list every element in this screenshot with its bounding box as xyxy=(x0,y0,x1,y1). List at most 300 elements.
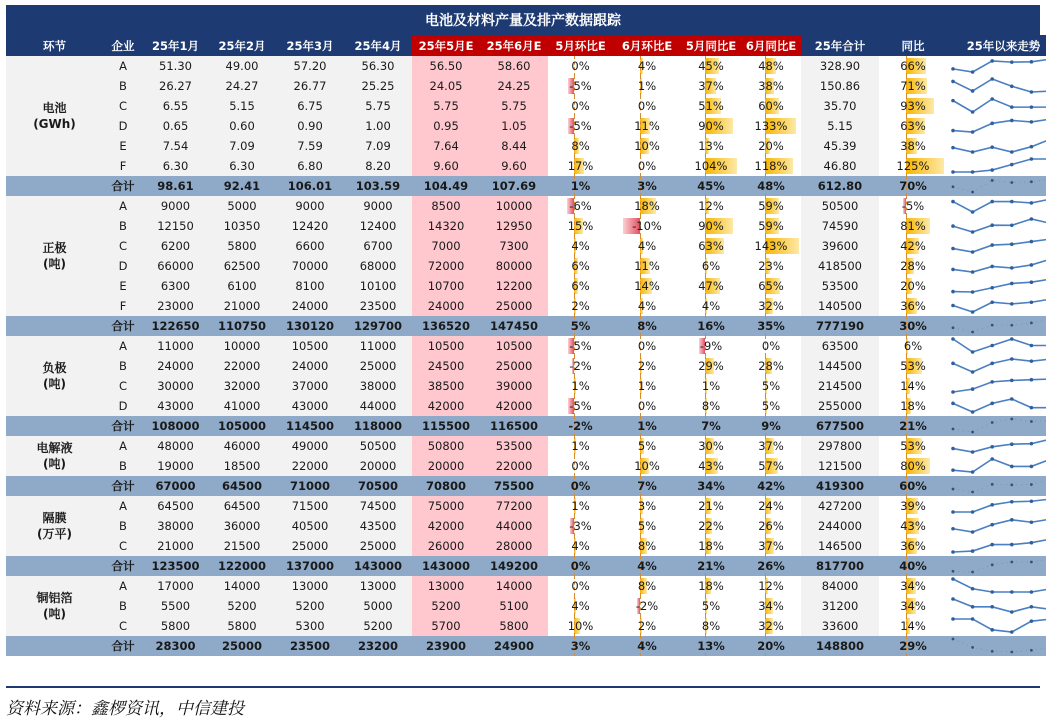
percent-cell xyxy=(879,56,947,76)
actual-value-cell: 5500 xyxy=(143,596,208,616)
sparkline-point xyxy=(951,617,955,621)
actual-value-cell: 0.60 xyxy=(208,116,276,136)
trend-cell xyxy=(947,196,1046,216)
actual-value-cell: 21500 xyxy=(208,536,276,556)
percent-value: 118% xyxy=(754,159,788,173)
trend-cell xyxy=(947,516,1046,536)
annual-total-cell: 146500 xyxy=(801,536,879,556)
forecast-value-cell: 8500 xyxy=(412,196,480,216)
total-label: 合计 xyxy=(103,556,143,576)
total-label: 合计 xyxy=(103,636,143,656)
company-cell: A xyxy=(103,436,143,456)
percent-cell xyxy=(879,256,947,276)
sparkline-point xyxy=(1010,119,1014,123)
sparkline-point xyxy=(1010,418,1013,421)
sparkline-point xyxy=(971,646,974,649)
trend-sparkline xyxy=(947,636,1046,656)
percent-value: 37% xyxy=(758,539,784,553)
percent-cell xyxy=(879,536,947,556)
production-table xyxy=(6,35,1046,656)
actual-value-cell: 6700 xyxy=(344,236,412,256)
actual-value-cell: 67000 xyxy=(143,476,208,496)
actual-value-cell: 5200 xyxy=(276,596,344,616)
percent-cell xyxy=(879,596,947,616)
actual-value-cell: 6200 xyxy=(143,236,208,256)
sparkline-point xyxy=(1010,500,1014,504)
percent-value: 80% xyxy=(900,459,926,473)
sparkline-point xyxy=(1030,180,1033,183)
forecast-value-cell: 9.60 xyxy=(480,156,548,176)
sparkline-point xyxy=(1030,619,1034,623)
percent-value: 5% xyxy=(761,399,781,413)
column-header: 25年以来走势 xyxy=(947,35,1046,56)
column-header: 25年2月 xyxy=(208,35,276,56)
annual-total-cell: 419300 xyxy=(801,476,879,496)
percent-value: 60% xyxy=(758,99,784,113)
percent-value: 4% xyxy=(637,559,657,573)
actual-value-cell: 9000 xyxy=(344,196,412,216)
total-label: 合计 xyxy=(103,316,143,336)
actual-value-cell: 122650 xyxy=(143,316,208,336)
table-row xyxy=(6,296,1046,316)
sparkline-point xyxy=(1030,344,1034,348)
trend-cell xyxy=(947,276,1046,296)
percent-cell xyxy=(681,396,741,416)
source-note: 资料来源：鑫椤资讯，中信建投 xyxy=(6,699,244,719)
segment-label: 隔膜 (万平) xyxy=(6,496,103,556)
actual-value-cell: 108000 xyxy=(143,416,208,436)
percent-value: 18% xyxy=(698,539,724,553)
percent-cell xyxy=(548,496,613,516)
forecast-value-cell: 58.60 xyxy=(480,56,548,76)
percent-value: 0% xyxy=(571,579,590,593)
sparkline-point xyxy=(990,445,994,449)
actual-value-cell: 37000 xyxy=(276,376,344,396)
trend-cell xyxy=(947,556,1046,576)
percent-value: 53% xyxy=(900,359,926,373)
percent-cell xyxy=(879,176,947,196)
percent-value: 39% xyxy=(900,499,926,513)
percent-cell xyxy=(613,276,681,296)
percent-value: 4% xyxy=(701,299,721,313)
percent-cell xyxy=(681,516,741,536)
forecast-value-cell: 53500 xyxy=(480,436,548,456)
percent-value: 51% xyxy=(698,99,724,113)
sparkline-point xyxy=(971,290,975,294)
percent-cell xyxy=(681,536,741,556)
trend-sparkline xyxy=(947,276,1046,296)
trend-sparkline xyxy=(947,556,1046,576)
percent-cell xyxy=(613,396,681,416)
sparkline-point xyxy=(990,628,994,632)
total-row xyxy=(6,636,1046,656)
actual-value-cell: 5.15 xyxy=(208,96,276,116)
sparkline-point xyxy=(1010,651,1013,654)
percent-cell xyxy=(879,236,947,256)
sparkline-point xyxy=(1030,90,1034,94)
segment-label: 负极 (吨) xyxy=(6,336,103,416)
percent-value: 8% xyxy=(701,619,721,633)
percent-value: 81% xyxy=(900,219,926,233)
percent-cell xyxy=(681,276,741,296)
percent-value: 4% xyxy=(637,299,657,313)
forecast-value-cell: 0.95 xyxy=(412,116,480,136)
table-row xyxy=(6,436,1046,456)
sparkline-point xyxy=(971,587,975,591)
annual-total-cell: 148800 xyxy=(801,636,879,656)
percent-value: 71% xyxy=(900,79,926,93)
sparkline-point xyxy=(971,431,974,434)
actual-value-cell: 5200 xyxy=(208,596,276,616)
sparkline-point xyxy=(951,510,955,514)
sparkline-point xyxy=(971,549,975,553)
sparkline-point xyxy=(952,326,955,329)
forecast-value-cell: 25000 xyxy=(480,356,548,376)
actual-value-cell: 50500 xyxy=(344,436,412,456)
sparkline-point xyxy=(1030,280,1034,284)
percent-cell xyxy=(681,636,741,656)
table-row xyxy=(6,456,1046,476)
sparkline-point xyxy=(951,268,955,272)
forecast-value-cell: 10500 xyxy=(480,336,548,356)
trend-sparkline xyxy=(947,196,1046,216)
sparkline-point xyxy=(951,99,955,103)
sparkline-point xyxy=(1030,442,1034,446)
forecast-value-cell: 7300 xyxy=(480,236,548,256)
actual-value-cell: 28300 xyxy=(143,636,208,656)
company-cell: B xyxy=(103,456,143,476)
total-blank-cell xyxy=(6,476,103,496)
forecast-value-cell: 42000 xyxy=(480,396,548,416)
sparkline-point xyxy=(971,89,975,93)
company-cell: B xyxy=(103,76,143,96)
actual-value-cell: 21000 xyxy=(208,296,276,316)
percent-cell xyxy=(681,136,741,156)
percent-value: 8% xyxy=(637,319,657,333)
sparkline-point xyxy=(1010,242,1014,246)
percent-cell xyxy=(681,176,741,196)
actual-value-cell: 26.27 xyxy=(143,76,208,96)
percent-value: 15% xyxy=(567,219,594,233)
percent-value: 1% xyxy=(701,379,721,393)
percent-value: 13% xyxy=(697,639,725,653)
percent-cell xyxy=(613,456,681,476)
sparkline-point xyxy=(971,491,974,494)
percent-cell xyxy=(681,56,741,76)
sparkline-point xyxy=(990,77,994,81)
percent-cell xyxy=(613,56,681,76)
sparkline-point xyxy=(1030,105,1034,109)
sparkline-point xyxy=(1030,420,1033,423)
percent-cell xyxy=(681,476,741,496)
sparkline-point xyxy=(971,191,974,194)
percent-cell xyxy=(741,196,801,216)
percent-cell xyxy=(613,236,681,256)
sparkline-point xyxy=(1010,181,1013,184)
forecast-value-cell: 5.75 xyxy=(412,96,480,116)
actual-value-cell: 7.09 xyxy=(208,136,276,156)
sparkline-point xyxy=(990,523,994,527)
percent-value: 0% xyxy=(637,339,657,353)
percent-value: 48% xyxy=(757,179,785,193)
annual-total-cell: 817700 xyxy=(801,556,879,576)
percent-value: 0% xyxy=(761,339,781,353)
percent-value: 0% xyxy=(570,559,591,573)
table-row xyxy=(6,396,1046,416)
percent-value: 48% xyxy=(758,59,784,73)
forecast-value-cell: 8.44 xyxy=(480,136,548,156)
actual-value-cell: 12420 xyxy=(276,216,344,236)
percent-value: 1% xyxy=(571,379,590,393)
actual-value-cell: 22000 xyxy=(276,456,344,476)
sparkline-point xyxy=(971,130,975,134)
trend-sparkline xyxy=(947,536,1046,556)
trend-sparkline xyxy=(947,216,1046,236)
percent-value: 18% xyxy=(698,579,724,593)
column-header: 同比 xyxy=(879,35,947,56)
actual-value-cell: 70000 xyxy=(276,256,344,276)
sparkline-point xyxy=(1010,357,1014,361)
sparkline-point xyxy=(990,590,994,594)
percent-cell xyxy=(741,536,801,556)
percent-value: 34% xyxy=(758,599,784,613)
sparkline-point xyxy=(1010,105,1014,109)
percent-cell xyxy=(548,176,613,196)
percent-cell xyxy=(741,316,801,336)
sparkline-point xyxy=(1030,649,1033,652)
sparkline-point xyxy=(951,224,955,228)
percent-cell xyxy=(548,96,613,116)
actual-value-cell: 10000 xyxy=(208,336,276,356)
percent-value: 104% xyxy=(694,159,728,173)
actual-value-cell: 129700 xyxy=(344,316,412,336)
percent-value: 0% xyxy=(571,99,590,113)
percent-value: 3% xyxy=(637,179,657,193)
annual-total-cell: 612.80 xyxy=(801,176,879,196)
percent-value: 6% xyxy=(571,259,590,273)
percent-value: 1% xyxy=(637,379,657,393)
percent-value: 11% xyxy=(634,259,660,273)
percent-value: 8% xyxy=(637,579,657,593)
sparkline-point xyxy=(991,421,994,424)
sparkline-point xyxy=(971,370,975,374)
percent-value: 8% xyxy=(701,399,721,413)
actual-value-cell: 64500 xyxy=(143,496,208,516)
total-row xyxy=(6,476,1046,496)
sparkline-point xyxy=(1010,337,1014,341)
percent-cell xyxy=(613,616,681,636)
forecast-value-cell: 10000 xyxy=(480,196,548,216)
percent-cell xyxy=(741,396,801,416)
sparkline-point xyxy=(1010,484,1013,487)
percent-cell xyxy=(681,356,741,376)
sparkline-point xyxy=(990,300,994,304)
actual-value-cell: 5.75 xyxy=(344,96,412,116)
actual-value-cell: 103.59 xyxy=(344,176,412,196)
table-row xyxy=(6,336,1046,356)
actual-value-cell: 18500 xyxy=(208,456,276,476)
header-row xyxy=(6,35,1046,56)
percent-value: 5% xyxy=(637,519,657,533)
sparkline-point xyxy=(1010,266,1014,270)
sparkline-point xyxy=(990,265,994,269)
actual-value-cell: 5800 xyxy=(208,236,276,256)
percent-value: 4% xyxy=(637,639,657,653)
forecast-value-cell: 136520 xyxy=(412,316,480,336)
percent-cell xyxy=(613,96,681,116)
annual-total-cell: 121500 xyxy=(801,456,879,476)
actual-value-cell: 98.61 xyxy=(143,176,208,196)
sparkline-point xyxy=(991,483,994,486)
sparkline-point xyxy=(971,210,975,214)
trend-cell xyxy=(947,296,1046,316)
percent-cell xyxy=(879,636,947,656)
sparkline-point xyxy=(1030,60,1034,64)
sparkline-point xyxy=(952,638,955,641)
percent-value: 93% xyxy=(900,99,926,113)
actual-value-cell: 9000 xyxy=(143,196,208,216)
percent-value: 65% xyxy=(758,279,784,293)
sparkline-point xyxy=(1010,397,1014,401)
forecast-value-cell: 14000 xyxy=(480,576,548,596)
trend-sparkline xyxy=(947,516,1046,536)
company-cell: B xyxy=(103,356,143,376)
percent-cell xyxy=(879,156,947,176)
percent-value: -9% xyxy=(699,339,723,353)
table-row xyxy=(6,516,1046,536)
sparkline-point xyxy=(971,70,975,74)
sparkline-point xyxy=(1010,60,1014,64)
actual-value-cell: 57.20 xyxy=(276,56,344,76)
percent-value: 7% xyxy=(637,479,657,493)
percent-cell xyxy=(681,576,741,596)
sparkline-point xyxy=(990,402,994,406)
percent-value: 21% xyxy=(697,559,725,573)
percent-cell xyxy=(741,356,801,376)
sparkline-point xyxy=(971,110,975,114)
percent-cell xyxy=(548,456,613,476)
percent-cell xyxy=(681,336,741,356)
percent-cell xyxy=(681,116,741,136)
percent-value: 43% xyxy=(698,459,724,473)
trend-sparkline xyxy=(947,316,1046,336)
trend-sparkline xyxy=(947,356,1046,376)
segment-label: 电池 (GWh) xyxy=(6,56,103,176)
table-row xyxy=(6,576,1046,596)
annual-total-cell: 63500 xyxy=(801,336,879,356)
percent-cell xyxy=(879,216,947,236)
percent-value: 37% xyxy=(698,79,724,93)
forecast-value-cell: 5.75 xyxy=(480,96,548,116)
sparkline-point xyxy=(951,290,955,294)
percent-value: 0% xyxy=(637,399,657,413)
percent-cell xyxy=(681,196,741,216)
forecast-value-cell: 22000 xyxy=(480,456,548,476)
actual-value-cell: 43500 xyxy=(344,516,412,536)
actual-value-cell: 7.59 xyxy=(276,136,344,156)
company-cell: C xyxy=(103,536,143,556)
sparkline-point xyxy=(1010,465,1014,469)
column-header: 5月环比E xyxy=(548,35,613,56)
sparkline-point xyxy=(971,510,975,514)
table-row xyxy=(6,156,1046,176)
annual-total-cell: 45.39 xyxy=(801,136,879,156)
company-cell: B xyxy=(103,516,143,536)
percent-value: 29% xyxy=(698,359,724,373)
percent-value: 30% xyxy=(899,319,927,333)
annual-total-cell: 39600 xyxy=(801,236,879,256)
sparkline-point xyxy=(990,97,994,101)
trend-cell xyxy=(947,236,1046,256)
percent-cell xyxy=(548,376,613,396)
actual-value-cell: 23500 xyxy=(344,296,412,316)
sparkline-point xyxy=(1030,240,1034,244)
percent-value: 10% xyxy=(634,139,660,153)
annual-total-cell: 255000 xyxy=(801,396,879,416)
percent-value: 28% xyxy=(758,359,784,373)
actual-value-cell: 12400 xyxy=(344,216,412,236)
percent-cell xyxy=(741,336,801,356)
forecast-value-cell: 5100 xyxy=(480,596,548,616)
trend-sparkline xyxy=(947,476,1046,496)
actual-value-cell: 9000 xyxy=(276,196,344,216)
forecast-value-cell: 116500 xyxy=(480,416,548,436)
percent-cell xyxy=(741,136,801,156)
percent-value: 36% xyxy=(900,299,926,313)
percent-value: 12% xyxy=(698,199,724,213)
percent-cell xyxy=(613,436,681,456)
percent-cell xyxy=(548,576,613,596)
percent-cell xyxy=(741,616,801,636)
actual-value-cell: 38000 xyxy=(344,376,412,396)
trend-sparkline xyxy=(947,116,1046,136)
percent-value: 45% xyxy=(697,179,725,193)
percent-cell xyxy=(879,396,947,416)
sparkline-point xyxy=(1010,163,1014,167)
forecast-value-cell: 44000 xyxy=(480,516,548,536)
total-label: 合计 xyxy=(103,176,143,196)
actual-value-cell: 6.80 xyxy=(276,156,344,176)
actual-value-cell: 71500 xyxy=(276,496,344,516)
sparkline-point xyxy=(990,543,994,547)
company-cell: D xyxy=(103,396,143,416)
percent-cell xyxy=(879,576,947,596)
percent-value: 30% xyxy=(698,439,724,453)
percent-value: 22% xyxy=(698,519,724,533)
actual-value-cell: 0.65 xyxy=(143,116,208,136)
forecast-value-cell: 24000 xyxy=(412,296,480,316)
percent-cell xyxy=(879,376,947,396)
percent-value: 2% xyxy=(571,299,590,313)
sparkline-point xyxy=(971,470,975,474)
sparkline-point xyxy=(1030,321,1033,324)
percent-value: 38% xyxy=(900,139,926,153)
percent-cell xyxy=(681,416,741,436)
company-cell: A xyxy=(103,496,143,516)
table-row xyxy=(6,616,1046,636)
actual-value-cell: 137000 xyxy=(276,556,344,576)
percent-cell xyxy=(548,336,613,356)
company-cell: D xyxy=(103,116,143,136)
sparkline-point xyxy=(990,223,994,227)
actual-value-cell: 10350 xyxy=(208,216,276,236)
percent-value: 70% xyxy=(899,179,927,193)
actual-value-cell: 38000 xyxy=(143,516,208,536)
actual-value-cell: 5000 xyxy=(208,196,276,216)
percent-value: 57% xyxy=(758,459,784,473)
percent-value: 63% xyxy=(900,119,926,133)
sparkline-point xyxy=(991,650,994,653)
